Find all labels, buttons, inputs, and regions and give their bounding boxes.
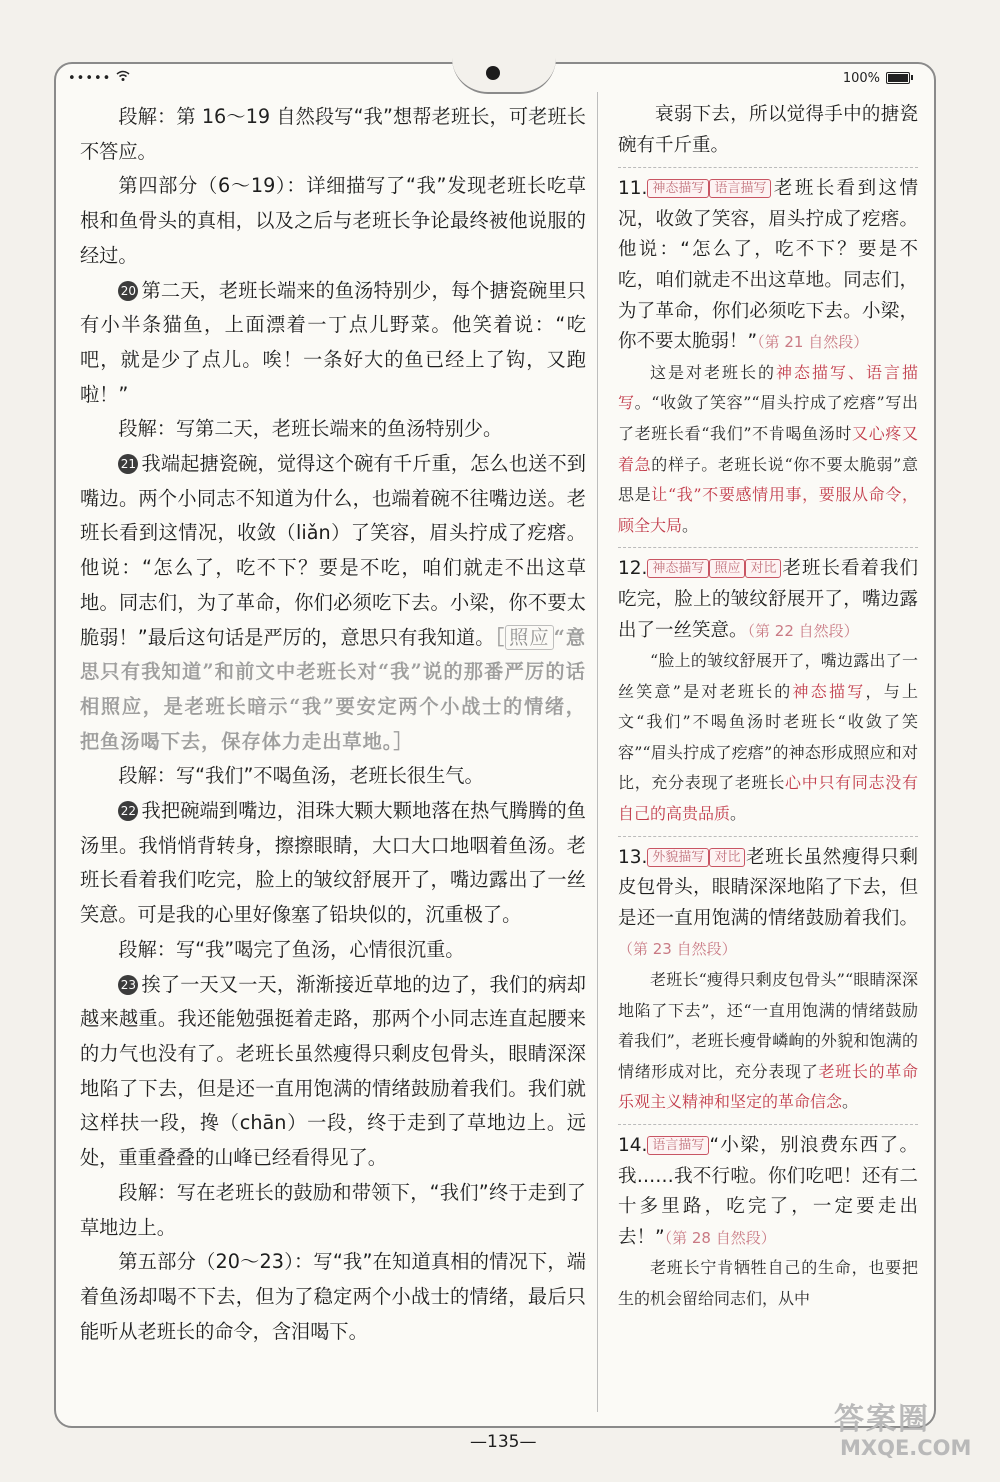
technique-tag: 对比 (745, 559, 781, 578)
technique-tag: 神态描写 (647, 559, 709, 578)
paragraph-analysis: 段解：写在老班长的鼓励和带领下，“我们”终于走到了草地边上。 (80, 1180, 586, 1239)
wifi-icon (116, 70, 130, 82)
item-separator (618, 167, 918, 168)
technique-tag: 语言描写 (709, 179, 771, 198)
source-reference: （第 28 自然段） (664, 1228, 776, 1247)
technique-tag: 语言描写 (647, 1136, 709, 1155)
paragraph-text: 第二天，老班长端来的鱼汤特别少，每个搪瓷碗里只有小半条猫鱼，上面漂着一丁点儿野菜。他笑着说：“吃吧，就是少了点儿。唉！一条好大的鱼已经上了钩，又跑啦！” (80, 278, 586, 406)
item-analysis: 老班长宁肯牺牲自己的生命，也要把生的机会留给同志们，从中 (618, 1258, 918, 1308)
watermark-url: MXQE.COM (840, 1436, 972, 1460)
item-number: 14. (618, 1135, 648, 1156)
item-separator (618, 836, 918, 837)
source-reference: （第 22 自然段） (747, 621, 859, 640)
analysis-text: 。“收敛了笑容”“眉头拧成了疙瘩”写出了老班长看“我们”不肯喝鱼汤时 (618, 393, 918, 443)
column-divider (597, 92, 598, 1412)
item-number: 11. (618, 178, 648, 200)
item-11 (618, 174, 918, 358)
watermark-logo (828, 1394, 988, 1474)
paragraph-analysis: 段解：写“我们”不喝鱼汤，老班长很生气。 (118, 764, 484, 788)
item-separator (618, 1124, 918, 1125)
battery-icon (886, 72, 910, 84)
signal-icon: ••••• (68, 71, 112, 86)
paragraph-number-badge: 22 (118, 801, 138, 821)
item-separator (618, 547, 918, 548)
analysis-highlight: 让“我”不要感情用事，要服从命令，顾全大局 (618, 485, 918, 535)
continued-text: 衰弱下去，所以觉得手中的搪瓷碗有千斤重。 (618, 104, 918, 156)
paragraph-text: 我端起搪瓷碗，觉得这个碗有千斤重，怎么也送不到嘴边。两个小同志不知道为什么，也端着碗不往嘴边送。老班长看到这情况，收敛（liǎn）了笑容，眉头拧成了疙瘩。他说：“怎么了，吃不下？要是不吃，咱们就走不出这草地。同志们，为了革命，你们必须吃下去。小梁，你不要太脆弱！”最后这句话是严厉的，意思只有我知道。 (80, 452, 586, 649)
paragraph-analysis: 段解：写“我”喝完了鱼汤，心情很沉重。 (118, 937, 465, 961)
item-number: 12. (618, 558, 648, 580)
source-reference: （第 21 自然段） (757, 333, 869, 352)
analysis-text: 。 (842, 1092, 859, 1112)
part-summary: 第四部分（6～19）：详细描写了“我”发现老班长吃草根和鱼骨头的真相，以及之后与老班长争论最终被他说服的经过。 (80, 174, 586, 267)
technique-tag: 照应 (709, 559, 745, 578)
analysis-text: “脸上的皱纹舒展开了，嘴边露出了一丝笑意”是对老班长的 (618, 651, 918, 701)
item-12 (618, 554, 918, 646)
analysis-highlight: 心中只有同志没有自己的高贵品质 (618, 773, 918, 824)
watermark-title: 答案圈 (834, 1402, 930, 1437)
analysis-highlight: 神态描写 (792, 681, 866, 701)
item-analysis (618, 358, 918, 542)
analysis-text: 。 (682, 515, 699, 535)
paragraph-number-badge: 21 (118, 454, 138, 474)
paragraph-number-badge: 23 (118, 975, 138, 995)
right-column (618, 100, 918, 1315)
technique-tag: 神态描写 (647, 179, 709, 198)
analysis-text: 的样子。老班长说“你不要太脆弱”意思是 (618, 454, 918, 505)
battery-percent: 100% (842, 70, 880, 86)
technique-tag: 外貌描写 (647, 848, 709, 867)
status-left (68, 70, 130, 86)
quoted-sentence: “小梁，别浪费东西了。我……我不行啦。你们吃吧！还有二十多里路，吃完了，一定要走出去！” (618, 1135, 918, 1248)
item-13 (618, 843, 918, 965)
annotation-keyword: 照应 (505, 625, 554, 650)
analysis-text: 老班长“瘦得只剩皮包骨头”“眼睛深深地陷了下去”，还“一直用饱满的情绪鼓励着我们”，老班长瘦骨嶙峋的外貌和饱满的情绪形成对比，充分表现了 (618, 970, 918, 1081)
technique-tag: 对比 (709, 848, 745, 867)
paragraph-21 (80, 447, 586, 759)
analysis-text: 这是对老班长的 (650, 362, 776, 382)
paragraph-22 (80, 794, 586, 933)
paragraph-text: 我把碗端到嘴边，泪珠大颗大颗地落在热气腾腾的鱼汤里。我悄悄背转身，擦擦眼睛，大口大口地咽着鱼汤。老班长看着我们吃完，脸上的皱纹舒展开了，嘴边露出了一丝笑意。可是我的心里好像塞了铅块似的，沉重极了。 (80, 799, 586, 927)
item-14 (618, 1131, 918, 1253)
analysis-text: 。 (730, 804, 747, 824)
status-right (843, 70, 910, 86)
analysis-highlight: 老班长的革命乐观主义精神和坚定的革命信念 (618, 1061, 918, 1112)
annotation-bracket: ］ (393, 729, 414, 753)
part-summary: 第五部分（20～23）：写“我”在知道真相的情况下，端着鱼汤却喝不下去，但为了稳定两个小战士的情绪，最后只能听从老班长的命令，含泪喝下。 (80, 1250, 586, 1343)
item-analysis (618, 646, 918, 830)
analysis-text: ，与上文“我们”不喝鱼汤时老班长“收敛了笑容”“眉头拧成了疙瘩”的神态形成照应和对比，充分表现了老班长 (618, 681, 918, 793)
paragraph-23 (80, 968, 586, 1176)
analysis-highlight: 又心疼又着急 (618, 423, 918, 474)
paragraph-20 (80, 274, 586, 413)
paragraph-analysis: 段解：第 16～19 自然段写“我”想帮老班长，可老班长不答应。 (80, 105, 586, 163)
quoted-sentence: 老班长看着我们吃完，脸上的皱纹舒展开了，嘴边露出了一丝笑意。 (618, 558, 918, 641)
paragraph-number-badge: 20 (118, 281, 138, 301)
analysis-highlight: 神态描写、语言描写 (618, 362, 918, 413)
page-number: —135— (470, 1432, 537, 1452)
quoted-sentence: 老班长虽然瘦得只剩皮包骨头，眼睛深深地陷了下去，但是还一直用饱满的情绪鼓励着我们。 (618, 846, 918, 929)
annotation-bracket: ［ (494, 625, 506, 649)
left-column (80, 100, 586, 1349)
item-number: 13. (618, 846, 648, 868)
paragraph-text: 挨了一天又一天，渐渐接近草地的边了，我们的病却越来越重。我还能勉强挺着走路，那两个小同志连直起腰来的力气也没有了。老班长虽然瘦得只剩皮包骨头，眼睛深深地陷了下去，但是还一直用饱满的情绪鼓励着我们。我们就这样扶一段，搀（chān）一段，终于走到了草地边上。远处，重重叠叠的山峰已经看得见了。 (80, 972, 586, 1170)
camera-icon (486, 66, 500, 80)
item-analysis (618, 965, 918, 1118)
quoted-sentence: 老班长看到这情况，收敛了笑容，眉头拧成了疙瘩。他说：“怎么了，吃不下？要是不吃，咱们就走不出这草地。同志们，为了革命，你们必须吃下去。小梁，你不要太脆弱！” (618, 178, 918, 353)
paragraph-analysis: 段解：写第二天，老班长端来的鱼汤特别少。 (118, 417, 503, 441)
annotation-text: “意思只有我知道”和前文中老班长对“我”说的那番严厉的话相照应，是老班长暗示“我”要安定两个小战士的情绪，把鱼汤喝下去，保存体力走出草地。 (80, 625, 587, 753)
source-reference: （第 23 自然段） (618, 940, 737, 959)
